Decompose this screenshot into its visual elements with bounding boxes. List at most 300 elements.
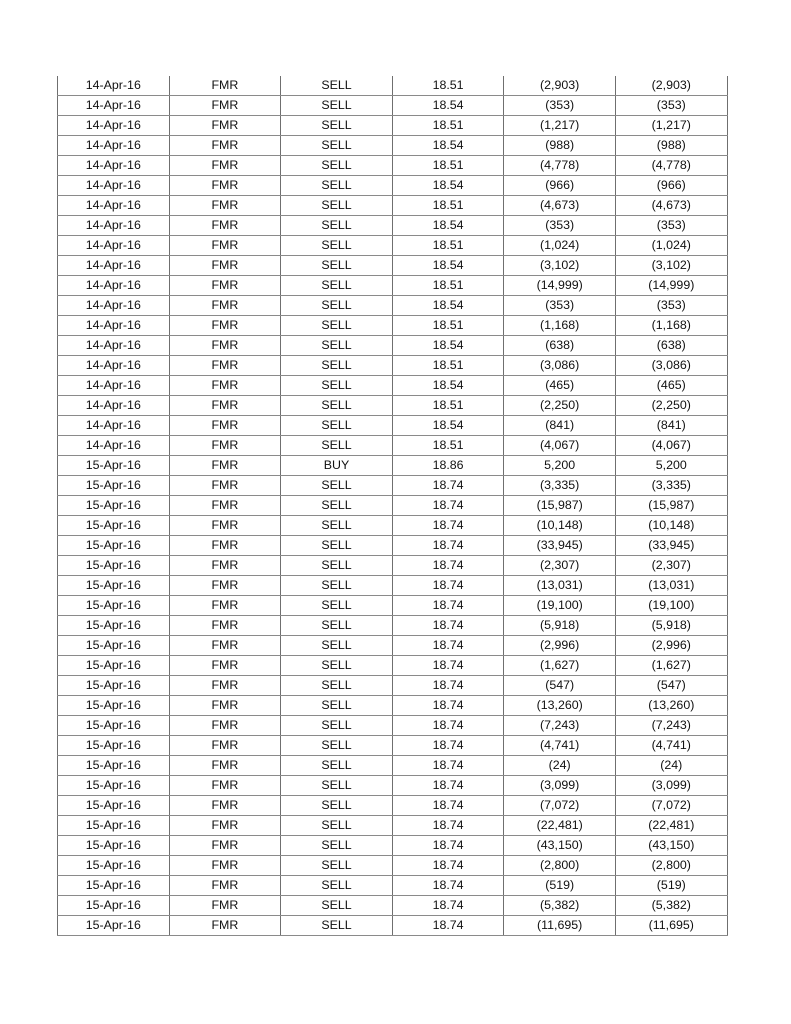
date-cell: 15-Apr-16	[58, 756, 170, 776]
quantity-total-cell: (4,778)	[615, 156, 727, 176]
quantity-total-cell: (14,999)	[615, 276, 727, 296]
price-cell: 18.74	[392, 596, 504, 616]
entity-cell: FMR	[169, 436, 281, 456]
entity-cell: FMR	[169, 556, 281, 576]
entity-cell: FMR	[169, 896, 281, 916]
price-cell: 18.74	[392, 656, 504, 676]
price-cell: 18.54	[392, 296, 504, 316]
price-cell: 18.54	[392, 376, 504, 396]
quantity-total-cell: (4,067)	[615, 436, 727, 456]
table-row	[58, 96, 728, 116]
quantity-cell: (4,778)	[504, 156, 616, 176]
date-cell: 15-Apr-16	[58, 536, 170, 556]
type-cell: SELL	[281, 816, 393, 836]
type-cell: SELL	[281, 856, 393, 876]
table-row	[58, 316, 728, 336]
entity-cell: FMR	[169, 96, 281, 116]
quantity-total-cell: (22,481)	[615, 816, 727, 836]
date-cell: 14-Apr-16	[58, 316, 170, 336]
type-cell: SELL	[281, 916, 393, 936]
table-row	[58, 856, 728, 876]
date-cell: 15-Apr-16	[58, 616, 170, 636]
type-cell: SELL	[281, 316, 393, 336]
quantity-total-cell: (11,695)	[615, 916, 727, 936]
type-cell: SELL	[281, 776, 393, 796]
quantity-cell: (4,673)	[504, 196, 616, 216]
date-cell: 15-Apr-16	[58, 836, 170, 856]
type-cell: SELL	[281, 96, 393, 116]
entity-cell: FMR	[169, 516, 281, 536]
quantity-cell: (465)	[504, 376, 616, 396]
type-cell: SELL	[281, 396, 393, 416]
type-cell: BUY	[281, 456, 393, 476]
table-row	[58, 776, 728, 796]
date-cell: 14-Apr-16	[58, 236, 170, 256]
quantity-total-cell: (547)	[615, 676, 727, 696]
type-cell: SELL	[281, 196, 393, 216]
quantity-total-cell: (15,987)	[615, 496, 727, 516]
date-cell: 14-Apr-16	[58, 256, 170, 276]
entity-cell: FMR	[169, 456, 281, 476]
entity-cell: FMR	[169, 276, 281, 296]
entity-cell: FMR	[169, 736, 281, 756]
entity-cell: FMR	[169, 256, 281, 276]
price-cell: 18.51	[392, 196, 504, 216]
entity-cell: FMR	[169, 616, 281, 636]
table-row	[58, 616, 728, 636]
date-cell: 15-Apr-16	[58, 576, 170, 596]
table-row	[58, 216, 728, 236]
entity-cell: FMR	[169, 356, 281, 376]
quantity-cell: (5,918)	[504, 616, 616, 636]
date-cell: 14-Apr-16	[58, 156, 170, 176]
price-cell: 18.54	[392, 336, 504, 356]
quantity-cell: (1,217)	[504, 116, 616, 136]
entity-cell: FMR	[169, 316, 281, 336]
date-cell: 14-Apr-16	[58, 96, 170, 116]
date-cell: 15-Apr-16	[58, 796, 170, 816]
quantity-total-cell: (33,945)	[615, 536, 727, 556]
table-row	[58, 156, 728, 176]
date-cell: 14-Apr-16	[58, 416, 170, 436]
date-cell: 14-Apr-16	[58, 196, 170, 216]
price-cell: 18.74	[392, 556, 504, 576]
quantity-total-cell: (24)	[615, 756, 727, 776]
quantity-total-cell: (988)	[615, 136, 727, 156]
price-cell: 18.74	[392, 856, 504, 876]
price-cell: 18.74	[392, 756, 504, 776]
quantity-cell: (10,148)	[504, 516, 616, 536]
quantity-cell: (3,102)	[504, 256, 616, 276]
quantity-total-cell: (638)	[615, 336, 727, 356]
date-cell: 15-Apr-16	[58, 476, 170, 496]
quantity-cell: (353)	[504, 216, 616, 236]
quantity-total-cell: (1,627)	[615, 656, 727, 676]
table-row	[58, 896, 728, 916]
quantity-total-cell: (4,741)	[615, 736, 727, 756]
price-cell: 18.74	[392, 796, 504, 816]
table-row	[58, 456, 728, 476]
quantity-cell: (2,996)	[504, 636, 616, 656]
date-cell: 15-Apr-16	[58, 716, 170, 736]
price-cell: 18.51	[392, 156, 504, 176]
entity-cell: FMR	[169, 236, 281, 256]
date-cell: 15-Apr-16	[58, 736, 170, 756]
type-cell: SELL	[281, 616, 393, 636]
date-cell: 15-Apr-16	[58, 636, 170, 656]
price-cell: 18.74	[392, 536, 504, 556]
quantity-cell: (43,150)	[504, 836, 616, 856]
quantity-cell: (1,024)	[504, 236, 616, 256]
price-cell: 18.74	[392, 896, 504, 916]
date-cell: 15-Apr-16	[58, 896, 170, 916]
entity-cell: FMR	[169, 776, 281, 796]
table-body	[58, 76, 728, 936]
entity-cell: FMR	[169, 416, 281, 436]
date-cell: 14-Apr-16	[58, 436, 170, 456]
table-row	[58, 376, 728, 396]
quantity-cell: (33,945)	[504, 536, 616, 556]
type-cell: SELL	[281, 376, 393, 396]
price-cell: 18.74	[392, 716, 504, 736]
date-cell: 15-Apr-16	[58, 516, 170, 536]
quantity-cell: (2,903)	[504, 76, 616, 96]
entity-cell: FMR	[169, 396, 281, 416]
type-cell: SELL	[281, 236, 393, 256]
quantity-cell: (841)	[504, 416, 616, 436]
date-cell: 14-Apr-16	[58, 296, 170, 316]
table-row	[58, 756, 728, 776]
quantity-total-cell: (1,217)	[615, 116, 727, 136]
quantity-total-cell: (4,673)	[615, 196, 727, 216]
quantity-cell: (519)	[504, 876, 616, 896]
quantity-total-cell: (13,260)	[615, 696, 727, 716]
date-cell: 14-Apr-16	[58, 356, 170, 376]
date-cell: 14-Apr-16	[58, 276, 170, 296]
quantity-total-cell: (966)	[615, 176, 727, 196]
entity-cell: FMR	[169, 676, 281, 696]
quantity-total-cell: (3,086)	[615, 356, 727, 376]
table-row	[58, 276, 728, 296]
quantity-cell: (5,382)	[504, 896, 616, 916]
price-cell: 18.54	[392, 216, 504, 236]
table-row	[58, 816, 728, 836]
type-cell: SELL	[281, 716, 393, 736]
quantity-cell: (3,099)	[504, 776, 616, 796]
type-cell: SELL	[281, 556, 393, 576]
quantity-total-cell: 5,200	[615, 456, 727, 476]
date-cell: 15-Apr-16	[58, 656, 170, 676]
quantity-cell: (2,800)	[504, 856, 616, 876]
entity-cell: FMR	[169, 136, 281, 156]
type-cell: SELL	[281, 836, 393, 856]
type-cell: SELL	[281, 576, 393, 596]
type-cell: SELL	[281, 516, 393, 536]
table-row	[58, 236, 728, 256]
quantity-cell: 5,200	[504, 456, 616, 476]
quantity-cell: (2,307)	[504, 556, 616, 576]
quantity-total-cell: (5,918)	[615, 616, 727, 636]
quantity-total-cell: (5,382)	[615, 896, 727, 916]
date-cell: 15-Apr-16	[58, 856, 170, 876]
price-cell: 18.74	[392, 916, 504, 936]
table-row	[58, 516, 728, 536]
entity-cell: FMR	[169, 636, 281, 656]
type-cell: SELL	[281, 696, 393, 716]
transactions-table	[57, 76, 728, 936]
quantity-cell: (4,067)	[504, 436, 616, 456]
type-cell: SELL	[281, 756, 393, 776]
type-cell: SELL	[281, 736, 393, 756]
entity-cell: FMR	[169, 876, 281, 896]
quantity-cell: (547)	[504, 676, 616, 696]
type-cell: SELL	[281, 436, 393, 456]
table-row	[58, 296, 728, 316]
date-cell: 15-Apr-16	[58, 916, 170, 936]
table-row	[58, 256, 728, 276]
type-cell: SELL	[281, 336, 393, 356]
price-cell: 18.74	[392, 676, 504, 696]
entity-cell: FMR	[169, 796, 281, 816]
type-cell: SELL	[281, 876, 393, 896]
quantity-cell: (966)	[504, 176, 616, 196]
quantity-total-cell: (465)	[615, 376, 727, 396]
price-cell: 18.74	[392, 876, 504, 896]
quantity-total-cell: (1,024)	[615, 236, 727, 256]
price-cell: 18.74	[392, 576, 504, 596]
quantity-cell: (22,481)	[504, 816, 616, 836]
type-cell: SELL	[281, 216, 393, 236]
quantity-cell: (7,243)	[504, 716, 616, 736]
price-cell: 18.51	[392, 356, 504, 376]
table-row	[58, 736, 728, 756]
price-cell: 18.74	[392, 736, 504, 756]
type-cell: SELL	[281, 676, 393, 696]
type-cell: SELL	[281, 796, 393, 816]
quantity-cell: (13,260)	[504, 696, 616, 716]
price-cell: 18.51	[392, 316, 504, 336]
table-row	[58, 676, 728, 696]
table-row	[58, 836, 728, 856]
price-cell: 18.51	[392, 236, 504, 256]
quantity-cell: (1,168)	[504, 316, 616, 336]
quantity-total-cell: (2,996)	[615, 636, 727, 656]
quantity-total-cell: (353)	[615, 216, 727, 236]
price-cell: 18.51	[392, 276, 504, 296]
date-cell: 14-Apr-16	[58, 136, 170, 156]
table-row	[58, 196, 728, 216]
quantity-cell: (19,100)	[504, 596, 616, 616]
type-cell: SELL	[281, 476, 393, 496]
price-cell: 18.51	[392, 76, 504, 96]
quantity-cell: (3,335)	[504, 476, 616, 496]
type-cell: SELL	[281, 156, 393, 176]
quantity-cell: (2,250)	[504, 396, 616, 416]
quantity-total-cell: (43,150)	[615, 836, 727, 856]
price-cell: 18.54	[392, 256, 504, 276]
date-cell: 15-Apr-16	[58, 876, 170, 896]
entity-cell: FMR	[169, 296, 281, 316]
table-row	[58, 536, 728, 556]
table-row	[58, 476, 728, 496]
quantity-total-cell: (7,243)	[615, 716, 727, 736]
quantity-total-cell: (3,102)	[615, 256, 727, 276]
entity-cell: FMR	[169, 156, 281, 176]
table-row	[58, 596, 728, 616]
entity-cell: FMR	[169, 476, 281, 496]
quantity-total-cell: (13,031)	[615, 576, 727, 596]
type-cell: SELL	[281, 416, 393, 436]
date-cell: 14-Apr-16	[58, 76, 170, 96]
price-cell: 18.74	[392, 496, 504, 516]
table-row	[58, 176, 728, 196]
table-row	[58, 656, 728, 676]
price-cell: 18.51	[392, 436, 504, 456]
entity-cell: FMR	[169, 756, 281, 776]
quantity-cell: (638)	[504, 336, 616, 356]
type-cell: SELL	[281, 496, 393, 516]
date-cell: 15-Apr-16	[58, 676, 170, 696]
quantity-cell: (4,741)	[504, 736, 616, 756]
quantity-total-cell: (353)	[615, 296, 727, 316]
quantity-total-cell: (2,250)	[615, 396, 727, 416]
date-cell: 15-Apr-16	[58, 596, 170, 616]
price-cell: 18.54	[392, 176, 504, 196]
date-cell: 14-Apr-16	[58, 216, 170, 236]
quantity-total-cell: (19,100)	[615, 596, 727, 616]
entity-cell: FMR	[169, 216, 281, 236]
type-cell: SELL	[281, 296, 393, 316]
entity-cell: FMR	[169, 576, 281, 596]
price-cell: 18.74	[392, 816, 504, 836]
price-cell: 18.74	[392, 696, 504, 716]
table-row	[58, 116, 728, 136]
quantity-total-cell: (2,903)	[615, 76, 727, 96]
quantity-total-cell: (10,148)	[615, 516, 727, 536]
type-cell: SELL	[281, 896, 393, 916]
entity-cell: FMR	[169, 656, 281, 676]
quantity-total-cell: (353)	[615, 96, 727, 116]
entity-cell: FMR	[169, 176, 281, 196]
price-cell: 18.74	[392, 776, 504, 796]
table-row	[58, 916, 728, 936]
quantity-total-cell: (1,168)	[615, 316, 727, 336]
date-cell: 15-Apr-16	[58, 696, 170, 716]
price-cell: 18.74	[392, 516, 504, 536]
quantity-total-cell: (7,072)	[615, 796, 727, 816]
type-cell: SELL	[281, 76, 393, 96]
entity-cell: FMR	[169, 196, 281, 216]
entity-cell: FMR	[169, 596, 281, 616]
type-cell: SELL	[281, 656, 393, 676]
quantity-total-cell: (519)	[615, 876, 727, 896]
price-cell: 18.74	[392, 636, 504, 656]
table-row	[58, 76, 728, 96]
price-cell: 18.51	[392, 116, 504, 136]
price-cell: 18.74	[392, 836, 504, 856]
entity-cell: FMR	[169, 496, 281, 516]
price-cell: 18.51	[392, 396, 504, 416]
price-cell: 18.74	[392, 616, 504, 636]
quantity-total-cell: (2,307)	[615, 556, 727, 576]
date-cell: 14-Apr-16	[58, 116, 170, 136]
quantity-cell: (14,999)	[504, 276, 616, 296]
price-cell: 18.86	[392, 456, 504, 476]
price-cell: 18.74	[392, 476, 504, 496]
entity-cell: FMR	[169, 76, 281, 96]
entity-cell: FMR	[169, 856, 281, 876]
price-cell: 18.54	[392, 416, 504, 436]
type-cell: SELL	[281, 136, 393, 156]
table-row	[58, 396, 728, 416]
quantity-cell: (13,031)	[504, 576, 616, 596]
table-row	[58, 336, 728, 356]
quantity-cell: (3,086)	[504, 356, 616, 376]
price-cell: 18.54	[392, 96, 504, 116]
type-cell: SELL	[281, 636, 393, 656]
table-row	[58, 876, 728, 896]
quantity-cell: (11,695)	[504, 916, 616, 936]
type-cell: SELL	[281, 276, 393, 296]
date-cell: 14-Apr-16	[58, 376, 170, 396]
type-cell: SELL	[281, 356, 393, 376]
quantity-cell: (15,987)	[504, 496, 616, 516]
entity-cell: FMR	[169, 536, 281, 556]
date-cell: 14-Apr-16	[58, 336, 170, 356]
date-cell: 15-Apr-16	[58, 456, 170, 476]
type-cell: SELL	[281, 176, 393, 196]
quantity-cell: (353)	[504, 296, 616, 316]
type-cell: SELL	[281, 596, 393, 616]
table-row	[58, 416, 728, 436]
entity-cell: FMR	[169, 116, 281, 136]
price-cell: 18.54	[392, 136, 504, 156]
entity-cell: FMR	[169, 916, 281, 936]
entity-cell: FMR	[169, 336, 281, 356]
quantity-cell: (988)	[504, 136, 616, 156]
table-row	[58, 556, 728, 576]
table-row	[58, 576, 728, 596]
quantity-cell: (24)	[504, 756, 616, 776]
table-row	[58, 696, 728, 716]
date-cell: 14-Apr-16	[58, 396, 170, 416]
type-cell: SELL	[281, 536, 393, 556]
quantity-total-cell: (3,099)	[615, 776, 727, 796]
table-row	[58, 436, 728, 456]
entity-cell: FMR	[169, 696, 281, 716]
date-cell: 15-Apr-16	[58, 496, 170, 516]
entity-cell: FMR	[169, 716, 281, 736]
table-row	[58, 716, 728, 736]
entity-cell: FMR	[169, 836, 281, 856]
quantity-cell: (1,627)	[504, 656, 616, 676]
type-cell: SELL	[281, 256, 393, 276]
date-cell: 15-Apr-16	[58, 816, 170, 836]
table-row	[58, 356, 728, 376]
table-row	[58, 136, 728, 156]
date-cell: 14-Apr-16	[58, 176, 170, 196]
date-cell: 15-Apr-16	[58, 556, 170, 576]
quantity-total-cell: (3,335)	[615, 476, 727, 496]
type-cell: SELL	[281, 116, 393, 136]
quantity-total-cell: (2,800)	[615, 856, 727, 876]
entity-cell: FMR	[169, 816, 281, 836]
table-row	[58, 496, 728, 516]
date-cell: 15-Apr-16	[58, 776, 170, 796]
table-row	[58, 796, 728, 816]
entity-cell: FMR	[169, 376, 281, 396]
quantity-cell: (353)	[504, 96, 616, 116]
